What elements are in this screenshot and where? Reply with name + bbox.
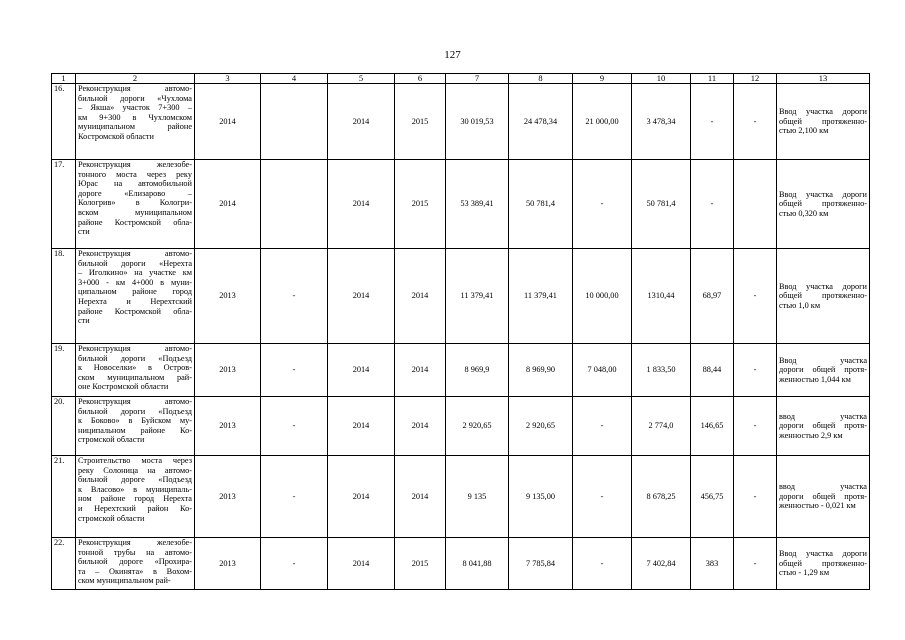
project-name-line: к Новоселки» в Остров- (78, 363, 192, 373)
project-name-line: и Нерехтский район Ко- (78, 503, 192, 513)
expected-result (777, 160, 870, 249)
project-name-line: ципальном районе город (78, 287, 192, 297)
cell-c3: 2013 (195, 397, 261, 456)
project-name-line: Реконструкция автомо- (78, 84, 192, 93)
column-header: 13 (777, 74, 870, 84)
column-header: 6 (395, 74, 446, 84)
expected-result-line: общей протяженно- (779, 116, 867, 126)
cell-c12: - (734, 456, 777, 538)
expected-result-line: Ввод участка дороги (779, 107, 867, 117)
table-row (52, 538, 870, 590)
cell-c10: 3 478,34 (632, 84, 691, 160)
project-name-line: ном районе город Нерехта (78, 494, 192, 504)
project-name-line: – Якша» участок 7+300 – (78, 103, 192, 113)
expected-result (777, 84, 870, 160)
cell-c12 (734, 160, 777, 249)
cell-c7: 30 019,53 (446, 84, 509, 160)
project-name-line: бильной дороге «Прохира- (78, 557, 192, 567)
row-number: 22. (52, 538, 76, 590)
column-header: 8 (509, 74, 573, 84)
cell-c4 (261, 84, 328, 160)
expected-result (777, 249, 870, 344)
project-name-line: та – Окинята» в Вохом- (78, 566, 192, 576)
cell-c12: - (734, 249, 777, 344)
project-name-line: ниципальном районе Ко- (78, 425, 192, 435)
project-name (76, 160, 195, 249)
row-number: 20. (52, 397, 76, 456)
cell-c9: - (573, 397, 632, 456)
cell-c11: - (691, 160, 734, 249)
column-header: 12 (734, 74, 777, 84)
table-row (52, 249, 870, 344)
project-name-line: Реконструкция автомо- (78, 397, 192, 406)
table-row (52, 160, 870, 249)
column-header: 10 (632, 74, 691, 84)
project-name-line: – Иголкино» на участке км (78, 268, 192, 278)
table-row (52, 456, 870, 538)
project-name-line: Реконструкция железобе- (78, 160, 192, 169)
project-name-line: муниципальном районе (78, 122, 192, 132)
cell-c11: 383 (691, 538, 734, 590)
project-name-line: Нерехта и Нерехтский (78, 296, 192, 306)
expected-result-line: женностью - 0,021 км (779, 501, 856, 511)
expected-result-line: дороги общей протя- (779, 491, 867, 501)
cell-c5: 2014 (328, 397, 395, 456)
cell-c10: 50 781,4 (632, 160, 691, 249)
page-number: 127 (444, 49, 461, 61)
cell-c7: 53 389,41 (446, 160, 509, 249)
column-header: 9 (573, 74, 632, 84)
table-row (52, 397, 870, 456)
cell-c6: 2015 (395, 160, 446, 249)
expected-result-line: женностью 2,9 км (779, 430, 843, 440)
column-header: 3 (195, 74, 261, 84)
project-name-line: стромской области (78, 513, 145, 523)
expected-result-line: Ввод участка дороги (779, 281, 867, 291)
project-name-line: Реконструкция автомо- (78, 249, 192, 258)
project-name-line: бильной дороги «Нерехта (78, 258, 192, 268)
header-row (52, 74, 870, 84)
expected-result-line: Ввод участка дороги (779, 549, 867, 559)
expected-result (777, 456, 870, 538)
cell-c11: - (691, 84, 734, 160)
project-name (76, 344, 195, 397)
project-name-line: бильной дороге «Подъезд (78, 475, 192, 485)
project-name-line: районе Костромской обла- (78, 306, 192, 316)
cell-c10: 1310,44 (632, 249, 691, 344)
expected-result-line: общей протяженно- (779, 558, 867, 568)
cell-c7: 8 041,88 (446, 538, 509, 590)
cell-c3: 2013 (195, 456, 261, 538)
cell-c9: - (573, 538, 632, 590)
expected-result (777, 344, 870, 397)
project-name-line: вском муниципальном (78, 207, 192, 217)
table-row (52, 84, 870, 160)
row-number: 18. (52, 249, 76, 344)
expected-result-line: женностью 1,044 км (779, 374, 851, 384)
expected-result-line: общей протяженно- (779, 199, 867, 209)
cell-c8: 8 969,90 (509, 344, 573, 397)
project-name (76, 249, 195, 344)
cell-c7: 9 135 (446, 456, 509, 538)
project-name-line: тонной трубы на автомо- (78, 547, 192, 557)
cell-c5: 2014 (328, 344, 395, 397)
column-header: 4 (261, 74, 328, 84)
cell-c9: 10 000,00 (573, 249, 632, 344)
cell-c8: 7 785,84 (509, 538, 573, 590)
cell-c12: - (734, 538, 777, 590)
column-header: 7 (446, 74, 509, 84)
cell-c10: 8 678,25 (632, 456, 691, 538)
expected-result-line: Ввод участка дороги (779, 189, 867, 199)
expected-result-line: дороги общей протя- (779, 421, 867, 431)
row-number: 17. (52, 160, 76, 249)
cell-c4: - (261, 344, 328, 397)
cell-c6: 2014 (395, 249, 446, 344)
cell-c6: 2014 (395, 344, 446, 397)
expected-result-line: Ввод участка (779, 355, 867, 365)
expected-result (777, 397, 870, 456)
project-name-line: Реконструкция автомо- (78, 344, 192, 353)
project-name-line: Строительство моста через (78, 456, 192, 465)
project-name-line: Реконструкция железобе- (78, 538, 192, 547)
cell-c9: 7 048,00 (573, 344, 632, 397)
cell-c4: - (261, 538, 328, 590)
cell-c7: 8 969,9 (446, 344, 509, 397)
cell-c8: 9 135,00 (509, 456, 573, 538)
cell-c9: - (573, 456, 632, 538)
cell-c9: 21 000,00 (573, 84, 632, 160)
cell-c12: - (734, 397, 777, 456)
row-number: 16. (52, 84, 76, 160)
cell-c5: 2014 (328, 160, 395, 249)
table-row (52, 344, 870, 397)
cell-c11: 456,75 (691, 456, 734, 538)
cell-c10: 2 774,0 (632, 397, 691, 456)
cell-c3: 2013 (195, 249, 261, 344)
project-name-line: дороге «Елизарово – (78, 188, 192, 198)
project-name-line: сти (78, 316, 90, 326)
project-name-line: бильной дороги «Чухлома (78, 93, 192, 103)
project-name-line: ском муниципальном рай- (78, 372, 192, 382)
project-name-line: оне Костромской области (78, 382, 169, 392)
cell-c11: 146,65 (691, 397, 734, 456)
project-name (76, 538, 195, 590)
cell-c4: - (261, 397, 328, 456)
expected-result-line: дороги общей протя- (779, 365, 867, 375)
project-name-line: к Власово» в муниципаль- (78, 484, 192, 494)
project-name-line: к Боково» в Буйском му- (78, 416, 192, 426)
project-name-line: тонного моста через реку (78, 169, 192, 179)
cell-c5: 2014 (328, 249, 395, 344)
cell-c6: 2014 (395, 456, 446, 538)
expected-result-line: общей протяженно- (779, 291, 867, 301)
cell-c7: 11 379,41 (446, 249, 509, 344)
cell-c4: - (261, 249, 328, 344)
project-name-line: бильной дороги «Подъезд (78, 353, 192, 363)
expected-result-line: стью 1,0 км (779, 300, 821, 310)
cell-c6: 2014 (395, 397, 446, 456)
cell-c11: 88,44 (691, 344, 734, 397)
cell-c3: 2014 (195, 84, 261, 160)
cell-c10: 7 402,84 (632, 538, 691, 590)
expected-result-line: ввод участка (779, 482, 867, 492)
project-name-line: реку Солоница на автомо- (78, 465, 192, 475)
project-name-line: бильной дороги «Подъезд (78, 406, 192, 416)
project-name-line: районе Костромской обла- (78, 217, 192, 227)
column-header: 1 (52, 74, 76, 84)
project-name-line: км 9+300 в Чухломском (78, 112, 192, 122)
project-name-line: сти (78, 227, 90, 237)
cell-c5: 2014 (328, 456, 395, 538)
column-header: 11 (691, 74, 734, 84)
project-name-line: стромской области (78, 435, 145, 445)
cell-c8: 11 379,41 (509, 249, 573, 344)
project-name-line: 3+000 - км 4+000 в муни- (78, 277, 192, 287)
cell-c8: 50 781,4 (509, 160, 573, 249)
cell-c4 (261, 160, 328, 249)
expected-result-line: стью - 1,29 км (779, 568, 830, 578)
projects-table (51, 73, 870, 590)
cell-c6: 2015 (395, 538, 446, 590)
cell-c5: 2014 (328, 538, 395, 590)
cell-c3: 2013 (195, 538, 261, 590)
column-header: 5 (328, 74, 395, 84)
cell-c11: 68,97 (691, 249, 734, 344)
cell-c10: 1 833,50 (632, 344, 691, 397)
cell-c3: 2013 (195, 344, 261, 397)
expected-result-line: стью 0,320 км (779, 208, 829, 218)
cell-c8: 24 478,34 (509, 84, 573, 160)
cell-c3: 2014 (195, 160, 261, 249)
project-name (76, 456, 195, 538)
project-name-line: Кологрив» в Кологри- (78, 198, 192, 208)
cell-c9: - (573, 160, 632, 249)
row-number: 21. (52, 456, 76, 538)
project-name-line: ском муниципальном рай- (78, 576, 171, 586)
column-header: 2 (76, 74, 195, 84)
cell-c4: - (261, 456, 328, 538)
cell-c5: 2014 (328, 84, 395, 160)
cell-c6: 2015 (395, 84, 446, 160)
expected-result-line: стью 2,100 км (779, 126, 829, 136)
project-name-line: Юрас на автомобильной (78, 179, 192, 189)
cell-c12: - (734, 344, 777, 397)
project-name (76, 397, 195, 456)
expected-result-line: ввод участка (779, 411, 867, 421)
project-name (76, 84, 195, 160)
row-number: 19. (52, 344, 76, 397)
expected-result (777, 538, 870, 590)
project-name-line: Костромской области (78, 131, 154, 141)
cell-c7: 2 920,65 (446, 397, 509, 456)
cell-c8: 2 920,65 (509, 397, 573, 456)
cell-c12: - (734, 84, 777, 160)
